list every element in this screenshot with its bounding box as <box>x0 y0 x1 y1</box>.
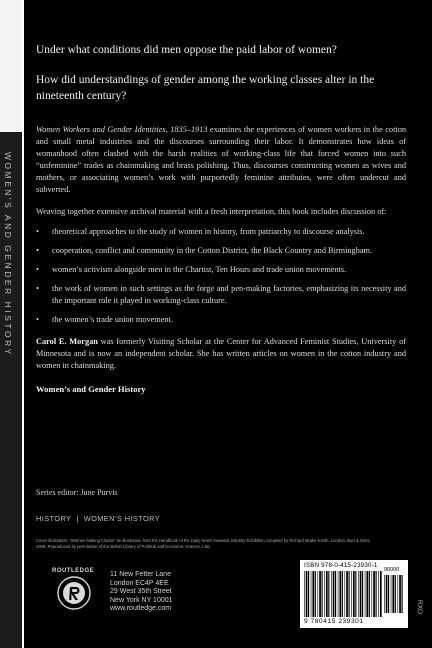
isbn-label: ISBN 978-0-415-23930-1 <box>304 562 378 569</box>
list-item: • the work of women in such settings as the forge and pen-making factories, emphasizing its necessity and the important role it played in working-class culture. <box>36 284 406 305</box>
barcode-bar <box>378 571 379 617</box>
barcode-bar <box>328 571 329 617</box>
barcode-bar <box>312 571 314 617</box>
barcode-bar <box>355 571 356 617</box>
subject-history: HISTORY <box>36 514 72 523</box>
price-code: 90000 <box>384 567 400 573</box>
publisher-logo-word: ROUTLEDGE <box>52 568 95 574</box>
barcode-bar <box>345 571 346 617</box>
barcode-bar <box>369 571 370 617</box>
barcode-bar <box>304 571 305 617</box>
barcode-bar <box>349 571 350 617</box>
barcode-bar <box>342 571 343 617</box>
barcode-bar <box>339 571 341 617</box>
barcode-bar <box>402 575 403 613</box>
back-cover-content <box>36 42 406 394</box>
subject-categories <box>36 514 160 523</box>
barcode-bar <box>362 571 363 617</box>
address-line: 29 West 35th Street <box>110 588 172 596</box>
barcode-bar <box>319 571 321 617</box>
discussion-intro: Weaving together extensive archival material with a fresh interpretation, this book includes discussion of: <box>36 207 387 216</box>
barcode-bar <box>324 571 325 617</box>
address-line: www.routledge.com <box>110 605 172 613</box>
author-bio-text: was formerly Visiting Scholar at the Center for Advanced Feminist Studies, University of Minnesota and is now an independent scholar. She has written articles on women in the cotton industry and women in chainmaking. <box>36 337 406 370</box>
barcode-bar <box>366 571 368 617</box>
address-line: New York NY 10001 <box>110 596 173 604</box>
barcode-bar <box>384 575 385 613</box>
barcode-bar <box>308 571 309 617</box>
barcode-bar <box>372 571 373 617</box>
edge-mark: RXO <box>416 600 423 615</box>
subject-womens-history: WOMEN’S HISTORY <box>83 514 161 523</box>
barcode-bar <box>395 575 396 613</box>
price-barcode-bars <box>384 575 404 613</box>
series-editor: Series editor: June Purvis <box>36 488 118 497</box>
barcode-bars <box>304 571 382 617</box>
book-title: Women Workers and Gender Identities, 1835–1913 <box>36 125 208 134</box>
list-item: • theoretical approaches to the study of women in history, from patriarchy to discourse analysis. <box>36 227 365 236</box>
question-2: How did understandings of gender among the working classes alter in the nineteenth century? <box>36 74 375 102</box>
barcode-bar <box>391 575 392 613</box>
routledge-logo-icon <box>56 575 92 611</box>
address-line: 11 New Fetter Lane <box>110 571 171 578</box>
description-text: examines the experiences of women workers in the cotton and small metal industries and the discourses surrounding their labor. It demonstrates how ideas of womanhood often clashed with the harsh realities of working-class life that forced women into such “unfeminine” trades as chainmaking and brass polishing. Thus, discourses constructing women as wives and mothers, or associating women’s work with purportedly feminine attributes, were often undercut and subverted. <box>36 125 406 194</box>
barcode-bar <box>326 571 328 617</box>
barcode-bar <box>380 571 382 617</box>
barcode-bar <box>315 571 316 617</box>
cover-illustration-credit: Cover illustration: “Women Making Chains” an illustration from the Handbook of the Daily News Sweated Industry Exhibition compiled by Richard Mudie-Smith, London, Burt & Sons, 1906. Reproduced by permission of the British Library of Political and Economic Science, LSE. <box>36 538 371 549</box>
barcode-bar <box>392 575 394 613</box>
barcode-bar <box>306 571 308 617</box>
barcode-bar <box>333 571 335 617</box>
discussion-list <box>36 226 406 326</box>
barcode-bar <box>338 571 339 617</box>
barcode-bar <box>373 571 375 617</box>
barcode-bar <box>351 571 352 617</box>
description-paragraph <box>36 124 406 196</box>
spine-divider <box>22 0 24 648</box>
barcode-bar <box>346 571 348 617</box>
barcode-number: 9 780415 239301 <box>304 618 364 625</box>
barcode-bar <box>331 571 332 617</box>
publisher-address <box>110 571 173 614</box>
list-item: • cooperation, conflict and community in the Cotton District, the Black Country and Birmingham. <box>36 246 373 255</box>
list-item: • women’s activism alongside men in the Chartist, Ten Hours and trade union movements. <box>36 265 347 274</box>
spine-light-panel <box>0 0 22 132</box>
barcode-bar <box>388 575 389 613</box>
barcode-bar <box>322 571 323 617</box>
list-item: • the women’s trade union movement. <box>36 315 173 324</box>
question-1: Under what conditions did men oppose the paid labor of women? <box>36 44 337 56</box>
subject-separator: | <box>76 514 79 523</box>
barcode-bar <box>360 571 362 617</box>
series-name: Women’s and Gender History <box>36 384 146 394</box>
barcode-bar <box>335 571 336 617</box>
barcode-bar <box>311 571 312 617</box>
barcode-bar <box>353 571 355 617</box>
author-bio <box>36 336 406 372</box>
spine-series-title: WOMEN'S AND GENDER HISTORY <box>3 152 13 357</box>
barcode-bar <box>318 571 319 617</box>
barcode-bar <box>358 571 359 617</box>
address-line: London EC4P 4EE <box>110 579 169 587</box>
barcode-bar <box>386 575 388 613</box>
barcode-bar <box>365 571 366 617</box>
barcode-bar <box>399 575 401 613</box>
isbn-barcode <box>300 560 408 628</box>
author-name: Carol E. Morgan <box>36 337 98 346</box>
barcode-bar <box>398 575 399 613</box>
barcode-bar <box>376 571 377 617</box>
